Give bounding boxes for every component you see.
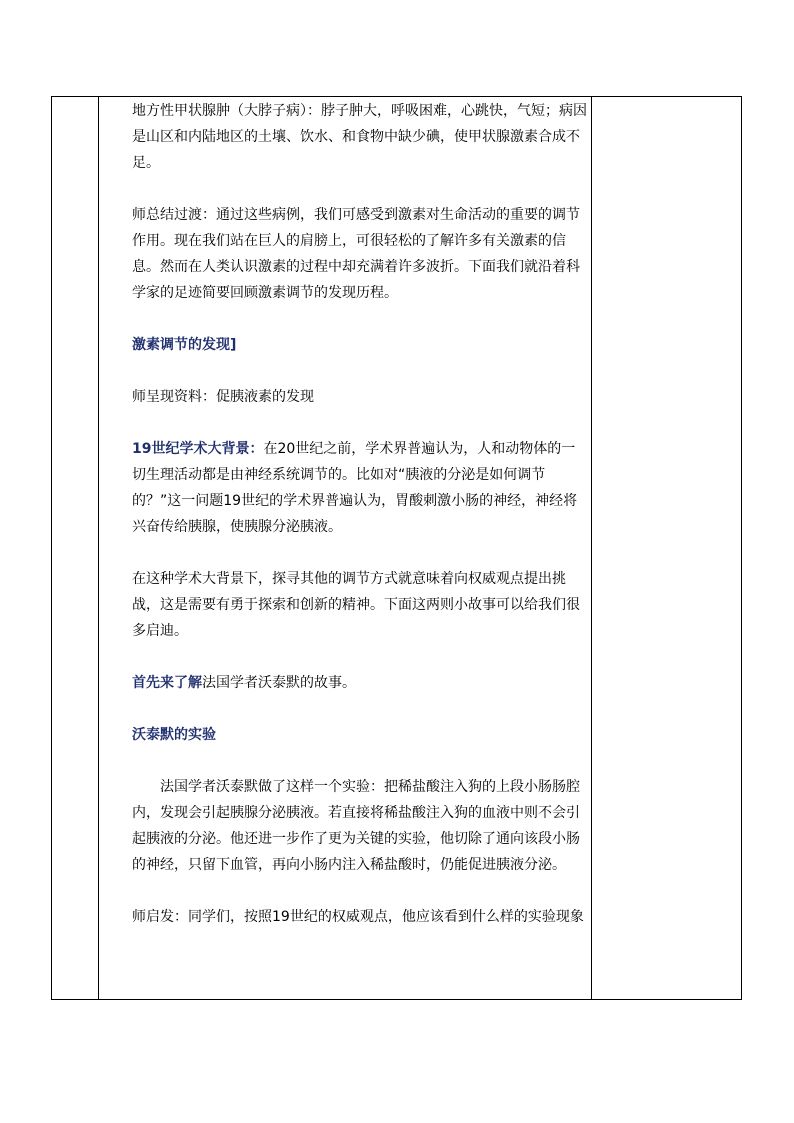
background-lead: 19世纪学术大背景： xyxy=(132,441,264,457)
main-content-cell xyxy=(132,97,588,999)
paragraph-goiter: 地方性甲状腺肿（大脖子病）：脖子肿大，呼吸困难，心跳快，气短；病因是山区和内陆地区的土壤、饮水、和食物中缺少碘，使甲状腺激素合成不足。 xyxy=(132,103,587,171)
column-divider-right xyxy=(591,97,592,999)
first-story-text: 法国学者沃泰默的故事。 xyxy=(202,675,356,691)
background-text: 在20世纪之前，学术界普遍认为，人和动物体的一切生理活动都是由神经系统调节的。比如对“胰液的分泌是如何调节的？”这一问题19世纪的学术界普遍认为，胃酸刺激小肠的神经，神经将兴奋传给胰腺，使胰腺分泌胰液。 xyxy=(132,441,578,535)
paragraph-challenge-authority: 在这种学术大背景下，探寻其他的调节方式就意味着向权威观点提出挑战，这是需要有勇于探索和创新的精神。下面这两则小故事可以给我们很多启迪。 xyxy=(132,571,580,639)
heading-hormone-discovery: 激素调节的发现] xyxy=(132,337,237,353)
paragraph-teacher-summary: 师总结过渡：通过这些病例，我们可感受到激素对生命活动的重要的调节作用。现在我们站在巨人的肩膀上，可很轻松的了解许多有关激素的信息。然而在人类认识激素的过程中却充满着许多波折。下面我们就沿着科学家的足迹简要回顾激素调节的发现历程。 xyxy=(132,207,580,301)
column-divider-left xyxy=(98,97,99,999)
paragraph-experiment-description: 法国学者沃泰默做了这样一个实验：把稀盐酸注入狗的上段小肠肠腔内，发现会引起胰腺分泌胰液。若直接将稀盐酸注入狗的血液中则不会引起胰液的分泌。他还进一步作了更为关键的实验，他切除了通向该段小肠的神经，只留下血管，再向小肠内注入稀盐酸时，仍能促进胰液分泌。 xyxy=(132,779,580,873)
paragraph-teacher-prompt: 师启发：同学们，按照19世纪的权威观点，他应该看到什么样的实验现象 xyxy=(132,909,584,925)
paragraph-19th-century-background xyxy=(132,436,588,540)
heading-wertheimer-experiment: 沃泰默的实验 xyxy=(132,727,216,743)
paragraph-first-story xyxy=(132,670,588,696)
first-story-lead: 首先来了解 xyxy=(132,675,202,691)
paragraph-teacher-material: 师呈现资料：促胰液素的发现 xyxy=(132,389,314,405)
